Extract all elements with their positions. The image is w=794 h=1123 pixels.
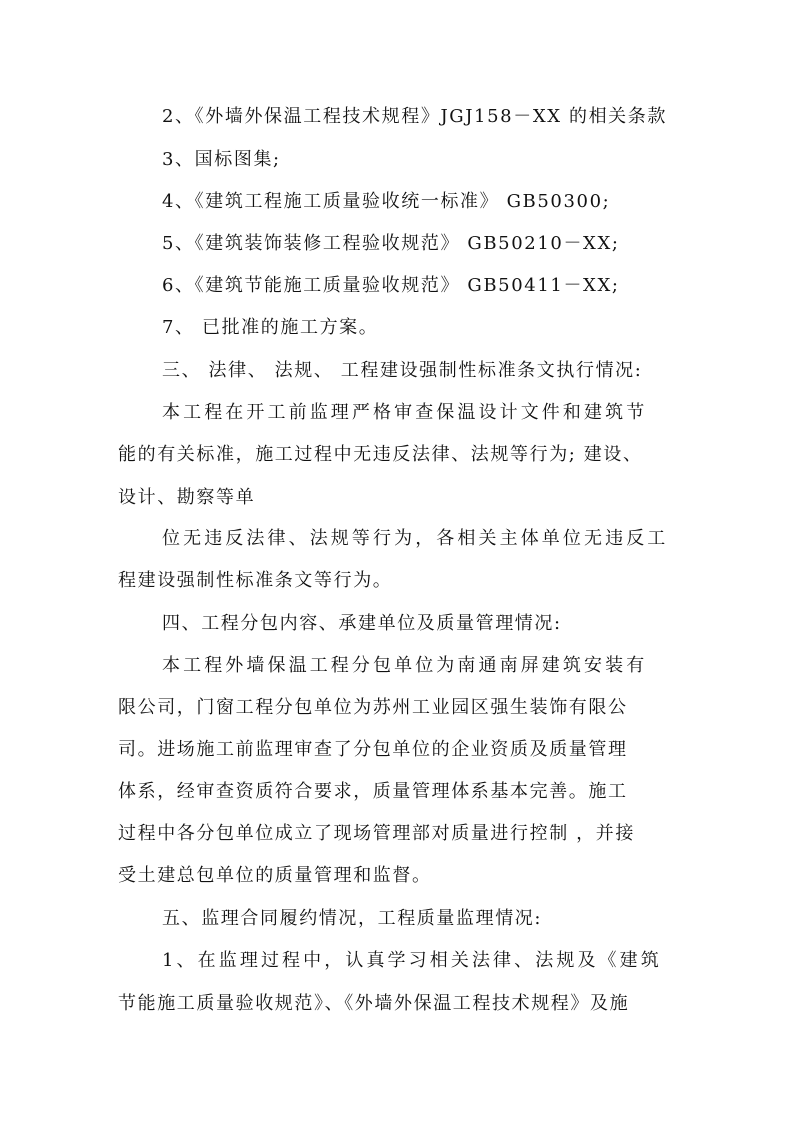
paragraph-line: 能的有关标准，施工过程中无违反法律、法规等行为; 建设、 [118, 444, 643, 465]
paragraph-line: 限公司，门窗工程分包单位为苏州工业园区强生装饰有限公 [118, 697, 628, 718]
paragraph-line: 1、在监理过程中，认真学习相关法律、法规及《建筑 [162, 950, 662, 971]
section-heading-5: 五、监理合同履约情况，工程质量监理情况: [162, 908, 543, 929]
reference-item-6: 6、《建筑节能施工质量验收规范》 GB50411－XX; [162, 275, 620, 296]
paragraph-line: 体系，经审查资质符合要求，质量管理体系基本完善。施工 [118, 781, 628, 802]
reference-item-5: 5、《建筑装饰装修工程验收规范》 GB50210－XX; [162, 233, 620, 254]
reference-item-4: 4、《建筑工程施工质量验收统一标准》 GB50300; [162, 191, 611, 212]
reference-item-7: 7、 已批准的施工方案。 [162, 317, 379, 338]
paragraph-line: 节能施工质量验收规范》、《外墙外保温工程技术规程》及施 [118, 993, 630, 1014]
paragraph-line: 本工程在开工前监理严格审查保温设计文件和建筑节 [162, 402, 648, 423]
reference-item-3: 3、国标图集; [162, 149, 281, 170]
section-heading-4: 四、工程分包内容、承建单位及质量管理情况: [162, 613, 562, 634]
paragraph-line: 受土建总包单位的质量管理和监督。 [118, 865, 432, 886]
section-heading-3: 三、 法律、 法规、 工程建设强制性标准条文执行情况: [162, 360, 643, 381]
reference-item-2: 2、《外墙外保温工程技术规程》JGJ158－XX 的相关条款 [162, 106, 667, 127]
paragraph-line: 设计、勘察等单 [118, 487, 256, 508]
paragraph-line: 过程中各分包单位成立了现场管理部对质量进行控制 ，并接 [118, 823, 635, 844]
paragraph-line: 本工程外墙保温工程分包单位为南通南屏建筑安装有 [162, 655, 648, 676]
paragraph-line: 司。进场施工前监理审查了分包单位的企业资质及质量管理 [118, 739, 628, 760]
paragraph-line: 程建设强制性标准条文等行为。 [118, 570, 393, 591]
paragraph-line: 位无违反法律、法规等行为，各相关主体单位无违反工 [162, 528, 669, 549]
